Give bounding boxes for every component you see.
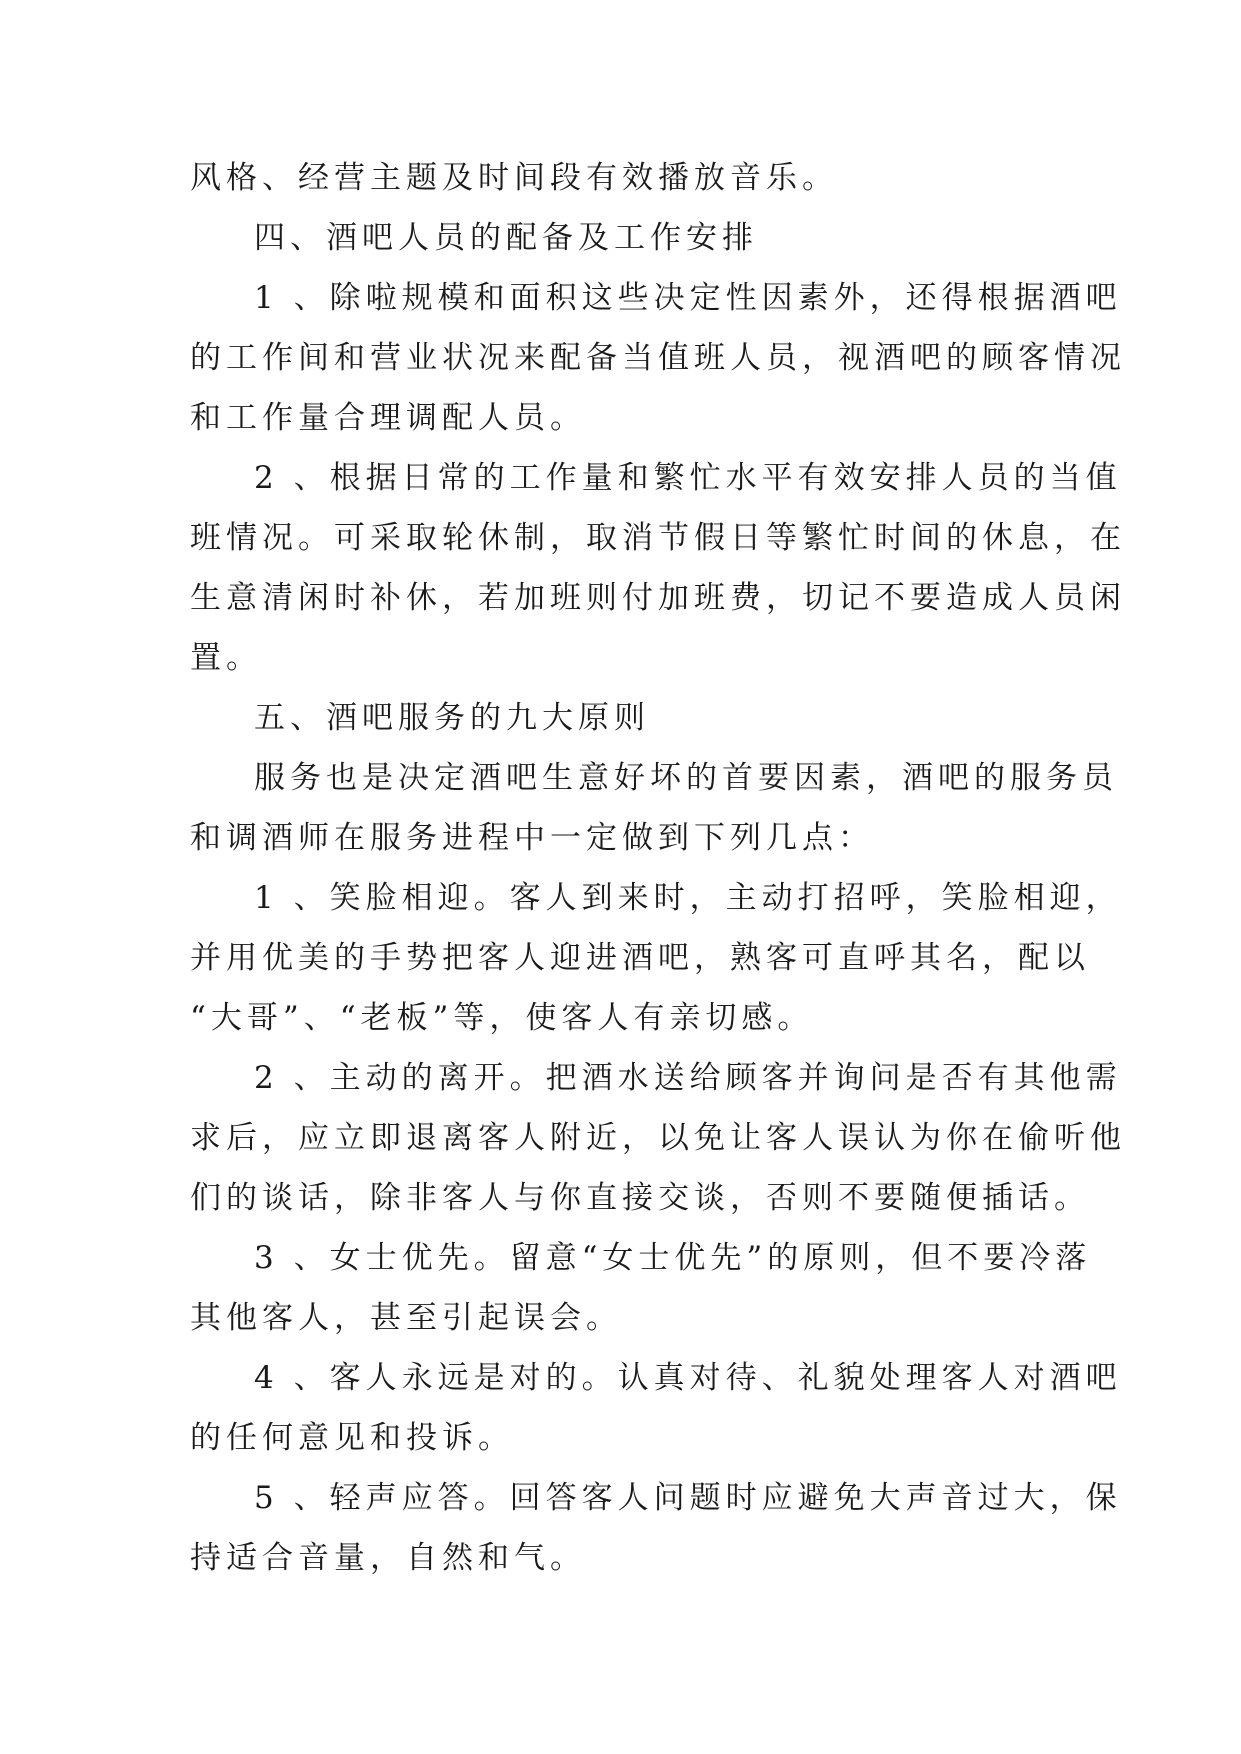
text-line: 5 、轻声应答。回答客人问题时应避免大声音过大，保 bbox=[254, 1480, 1122, 1516]
text-line: 生意清闲时补休，若加班则付加班费，切记不要造成人员闲 bbox=[190, 580, 1126, 616]
text-line: 的任何意见和投诉。 bbox=[190, 1420, 514, 1456]
text-line: 风格、经营主题及时间段有效播放音乐。 bbox=[190, 160, 838, 196]
text-line: 其他客人，甚至引起误会。 bbox=[190, 1300, 622, 1336]
text-line: 4 、客人永远是对的。认真对待、礼貌处理客人对酒吧 bbox=[254, 1360, 1122, 1396]
text-line: 持适合音量，自然和气。 bbox=[190, 1540, 586, 1576]
text-line: 和工作量合理调配人员。 bbox=[190, 400, 586, 436]
text-line: 置。 bbox=[190, 640, 262, 676]
text-line: 3 、女士优先。留意“女士优先”的原则，但不要冷落 bbox=[254, 1240, 1092, 1276]
text-line: 的工作间和营业状况来配备当值班人员，视酒吧的顾客情况 bbox=[190, 340, 1126, 376]
body-text bbox=[190, 148, 1126, 1588]
text-line: 求后，应立即退离客人附近，以免让客人误认为你在偷听他 bbox=[190, 1120, 1126, 1156]
text-line: “大哥”、“老板”等，使客人有亲切感。 bbox=[190, 1000, 814, 1036]
text-line: 们的谈话，除非客人与你直接交谈，否则不要随便插话。 bbox=[190, 1180, 1090, 1216]
text-line: 1 、除啦规模和面积这些决定性因素外，还得根据酒吧 bbox=[254, 280, 1122, 316]
text-line: 2 、根据日常的工作量和繁忙水平有效安排人员的当值 bbox=[254, 460, 1122, 496]
text-line: 1 、笑脸相迎。客人到来时，主动打招呼，笑脸相迎， bbox=[254, 880, 1122, 916]
section-heading-principles: 五、酒吧服务的九大原则 bbox=[254, 700, 650, 736]
text-line: 服务也是决定酒吧生意好坏的首要因素，酒吧的服务员 bbox=[254, 760, 1118, 796]
text-line: 2 、主动的离开。把酒水送给顾客并询问是否有其他需 bbox=[254, 1060, 1122, 1096]
text-line: 班情况。可采取轮休制，取消节假日等繁忙时间的休息，在 bbox=[190, 520, 1126, 556]
text-line: 和调酒师在服务进程中一定做到下列几点： bbox=[190, 820, 874, 856]
text-line: 并用优美的手势把客人迎进酒吧，熟客可直呼其名，配以 bbox=[190, 940, 1090, 976]
section-heading-staffing: 四、酒吧人员的配备及工作安排 bbox=[254, 220, 758, 256]
